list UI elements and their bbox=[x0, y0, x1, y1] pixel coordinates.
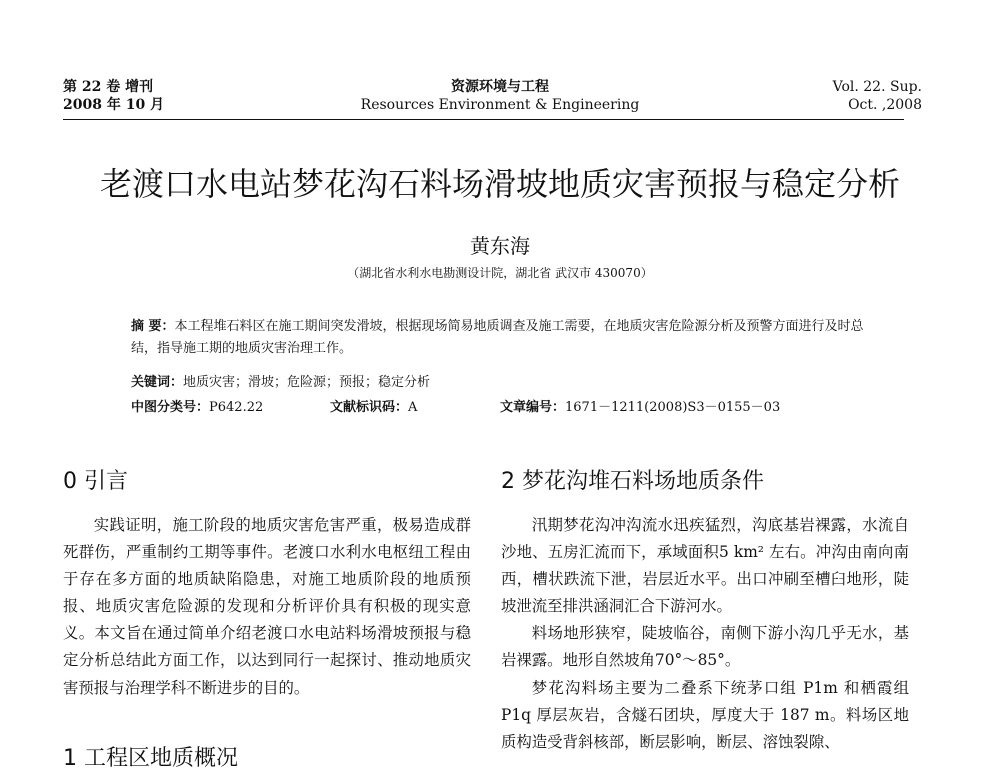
abstract-text: 本工程堆石料区在施工期间突发滑坡，根据现场简易地质调查及施工需要，在地质灾害危险源分析及预警方面进行及时总结，指导施工期的地质灾害治理工作。 bbox=[131, 319, 864, 356]
volume-en: Vol. 22. Sup. bbox=[832, 79, 922, 95]
document-code-label: 文献标识码： bbox=[330, 400, 409, 415]
clc-value: P642.22 bbox=[209, 400, 264, 415]
section-2-paragraph-2: 料场地形狭窄，陡坡临谷，南侧下游小沟几乎无水，基岩裸露。地形自然坡角70°～85°。 bbox=[501, 624, 909, 670]
clc-label: 中图分类号： bbox=[131, 400, 210, 415]
document-code bbox=[330, 398, 417, 418]
right-column-body bbox=[501, 512, 909, 756]
section-2-heading: 2 梦花沟堆石料场地质条件 bbox=[501, 469, 764, 494]
section-0-paragraph: 实践证明，施工阶段的地质灾害危害严重，极易造成群死群伤，严重制约工期等事件。老渡口水利水电枢纽工程由于存在多方面的地质缺陷隐患，对施工地质阶段的地质预报、地质灾害危险源的发现和分析评价具有积极的现实意义。本文旨在通过简单介绍老渡口水电站料场滑坡预报与稳定分析总结此方面工作，以达到同行一起探讨、推动地质灾害预报与治理学科不断进步的目的。 bbox=[63, 516, 471, 697]
author-name: 黄东海 bbox=[470, 234, 530, 258]
publication-date: 2008 年 10 月 bbox=[63, 97, 165, 113]
section-0-heading: 0 引言 bbox=[63, 469, 128, 494]
volume-issue: 第 22 卷 增刊 bbox=[63, 79, 154, 95]
section-1-heading: 1 工程区地质概况 bbox=[63, 746, 238, 771]
section-2-paragraph-1: 汛期梦花沟冲沟流水迅疾猛烈，沟底基岩裸露，水流自沙地、五房汇流而下，承域面积5 km² 左右。冲沟由南向南西，槽状跌流下泄，岩层近水平。出口冲刷至槽臼地形，陡坡泄流至排洪涵洞汇合下游河水。 bbox=[501, 516, 909, 616]
article-number-value: 1671－1211(2008)S3－0155－03 bbox=[565, 400, 781, 415]
keywords-label: 关键词： bbox=[131, 375, 184, 390]
document-code-value: A bbox=[408, 400, 418, 415]
article-number bbox=[500, 398, 780, 418]
journal-name-cn: 资源环境与工程 bbox=[451, 79, 549, 95]
date-en: Oct. ,2008 bbox=[848, 97, 922, 113]
abstract bbox=[131, 316, 871, 360]
paper-title: 老渡口水电站梦花沟石料场滑坡地质灾害预报与稳定分析 bbox=[99, 165, 900, 203]
clc-number bbox=[131, 398, 263, 418]
abstract-label: 摘 要： bbox=[131, 319, 175, 334]
keywords-text: 地质灾害；滑坡；危险源；预报；稳定分析 bbox=[183, 375, 431, 390]
author-affiliation: （湖北省水利水电勘测设计院，湖北省 武汉市 430070） bbox=[347, 266, 653, 280]
left-column-body bbox=[63, 512, 471, 702]
article-number-label: 文章编号： bbox=[500, 400, 566, 415]
journal-volume-en bbox=[833, 78, 922, 114]
journal-name-en: Resources Environment & Engineering bbox=[360, 97, 640, 113]
section-2-paragraph-3: 梦花沟料场主要为二叠系下统茅口组 P1m 和栖霞组 P1q 厚层灰岩，含燧石团块，厚度大于 187 m。料场区地质构造受背斜核部，断层影响，断层、溶蚀裂隙、 bbox=[501, 678, 909, 751]
keywords bbox=[131, 372, 871, 394]
header-rule bbox=[63, 119, 904, 120]
